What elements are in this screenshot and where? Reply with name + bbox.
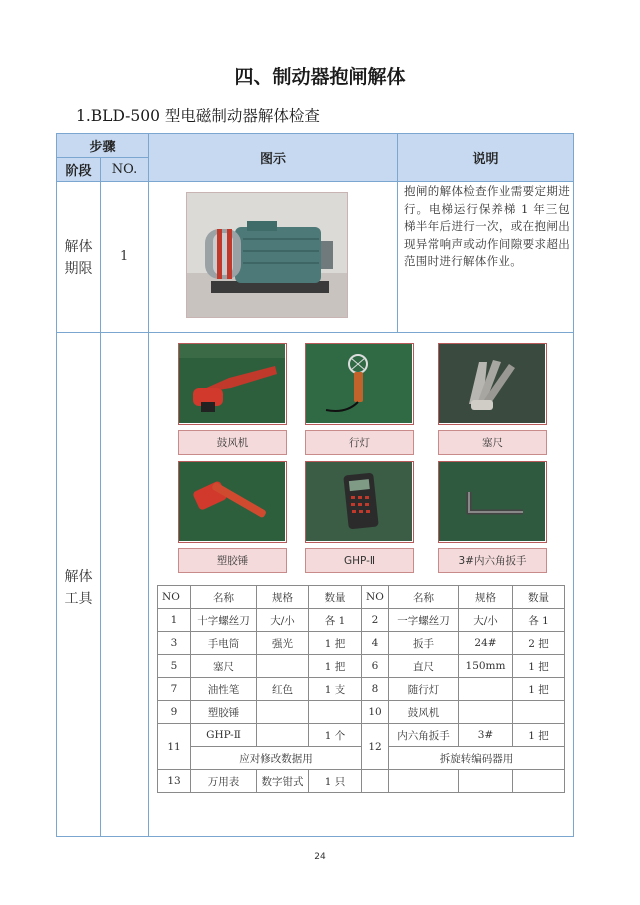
table-row xyxy=(158,655,565,678)
table-cell-note: 拆旋转编码器用 xyxy=(389,747,565,770)
table-cell: 11 xyxy=(158,724,191,770)
table-cell: 数字钳式 xyxy=(257,770,309,793)
table-header-cell: NO xyxy=(158,586,191,609)
table-cell: 油性笔 xyxy=(191,678,257,701)
row1-no: 1 xyxy=(120,249,129,264)
page-number: 24 xyxy=(314,852,326,862)
row1-stage-line2: 期限 xyxy=(64,261,93,277)
table-row xyxy=(158,701,565,724)
table-cell: 24# xyxy=(459,632,513,655)
tool-caption-blower: 鼓风机 xyxy=(178,430,287,455)
row1-stage xyxy=(57,236,100,280)
tool-caption-lamp: 行灯 xyxy=(305,430,414,455)
table-cell: 1 把 xyxy=(513,678,565,701)
section-subtitle: 1.BLD-500 型电磁制动器解体检查 xyxy=(76,107,320,125)
tool-caption-hammer: 塑胶锤 xyxy=(178,548,287,573)
row2-stage-line1: 解体 xyxy=(64,569,93,585)
table-cell xyxy=(257,701,309,724)
row2-stage-line2: 工具 xyxy=(64,591,93,607)
table-cell: 12 xyxy=(362,724,389,770)
table-row xyxy=(158,632,565,655)
table-row xyxy=(158,678,565,701)
header-explanation: 说明 xyxy=(398,134,573,181)
table-cell-note: 应对修改数据用 xyxy=(191,747,362,770)
tool-caption-hex-key: 3#内六角扳手 xyxy=(438,548,547,573)
table-cell: 2 xyxy=(362,609,389,632)
table-cell xyxy=(389,770,459,793)
table-cell: 内六角扳手 xyxy=(389,724,459,747)
table-row xyxy=(158,770,565,793)
table-cell: 大/小 xyxy=(257,609,309,632)
table-cell xyxy=(362,770,389,793)
table-cell: 7 xyxy=(158,678,191,701)
table-header-cell: 规格 xyxy=(257,586,309,609)
table-header-row xyxy=(158,586,565,609)
table-row xyxy=(158,609,565,632)
table-cell: 1 支 xyxy=(309,678,362,701)
blower-photo xyxy=(178,343,287,425)
ghp-device-icon xyxy=(306,462,412,541)
hex-key-photo xyxy=(438,461,547,543)
table-cell: 1 只 xyxy=(309,770,362,793)
table-cell: 十字螺丝刀 xyxy=(191,609,257,632)
table-cell: 2 把 xyxy=(513,632,565,655)
table-cell: 1 把 xyxy=(513,724,565,747)
table-row xyxy=(158,747,565,770)
header-divider xyxy=(57,157,148,158)
table-cell: 13 xyxy=(158,770,191,793)
table-header-cell: 名称 xyxy=(191,586,257,609)
brake-motor-image xyxy=(187,193,348,318)
table-cell: 各 1 xyxy=(513,609,565,632)
table-cell: 8 xyxy=(362,678,389,701)
tool-caption-ghp: GHP-Ⅱ xyxy=(305,548,414,573)
brake-motor-photo xyxy=(186,192,348,318)
table-cell: 9 xyxy=(158,701,191,724)
table-header-cell: 规格 xyxy=(459,586,513,609)
header-step: 步骤 xyxy=(57,134,148,157)
table-cell xyxy=(309,701,362,724)
header-stage: 阶段 xyxy=(57,158,100,181)
table-cell: 直尺 xyxy=(389,655,459,678)
row-divider xyxy=(57,332,573,333)
table-cell: 随行灯 xyxy=(389,678,459,701)
ghp-device-photo xyxy=(305,461,414,543)
table-cell xyxy=(459,678,513,701)
table-cell: 万用表 xyxy=(191,770,257,793)
table-header-cell: 名称 xyxy=(389,586,459,609)
table-cell xyxy=(459,770,513,793)
table-cell: 手电筒 xyxy=(191,632,257,655)
table-cell: 1 个 xyxy=(309,724,362,747)
table-cell: 1 把 xyxy=(513,655,565,678)
header-no: NO. xyxy=(101,158,148,181)
table-cell: 10 xyxy=(362,701,389,724)
table-cell: 各 1 xyxy=(309,609,362,632)
header-illustration: 图示 xyxy=(149,134,397,181)
table-header-cell: NO xyxy=(362,586,389,609)
table-cell: 6 xyxy=(362,655,389,678)
row1-description: 抱闸的解体检查作业需要定期进行。电梯运行保养梯 1 年三包梯半年后进行一次，或在抱闸出现异常响声或动作间隙要求超出范围时进行解体作业。 xyxy=(404,184,570,268)
plastic-hammer-photo xyxy=(178,461,287,543)
table-header-cell: 数量 xyxy=(513,586,565,609)
table-cell: 扳手 xyxy=(389,632,459,655)
table-cell: 塑胶锤 xyxy=(191,701,257,724)
table-cell: 5 xyxy=(158,655,191,678)
table-row xyxy=(158,724,565,747)
row2-stage xyxy=(57,566,100,610)
table-cell: 大/小 xyxy=(459,609,513,632)
blower-icon xyxy=(179,344,285,423)
feeler-gauge-photo xyxy=(438,343,547,425)
table-cell xyxy=(513,701,565,724)
table-header-cell: 数量 xyxy=(309,586,362,609)
tool-caption-feeler-gauge: 塞尺 xyxy=(438,430,547,455)
table-cell: 红色 xyxy=(257,678,309,701)
table-cell: 1 把 xyxy=(309,655,362,678)
table-cell: 1 把 xyxy=(309,632,362,655)
table-cell xyxy=(257,655,309,678)
col-line-1 xyxy=(100,157,101,836)
feeler-gauge-icon xyxy=(439,344,545,423)
work-lamp-icon xyxy=(306,344,412,423)
table-cell: 强光 xyxy=(257,632,309,655)
table-cell: GHP-Ⅱ xyxy=(191,724,257,747)
table-cell: 一字螺丝刀 xyxy=(389,609,459,632)
table-cell xyxy=(257,724,309,747)
table-cell: 3# xyxy=(459,724,513,747)
table-cell xyxy=(459,701,513,724)
row1-stage-line1: 解体 xyxy=(64,239,93,255)
col-line-2 xyxy=(148,134,149,836)
page-title: 四、制动器抱闸解体 xyxy=(234,66,406,88)
table-cell xyxy=(513,770,565,793)
table-cell: 3 xyxy=(158,632,191,655)
plastic-hammer-icon xyxy=(179,462,285,541)
tool-list-table xyxy=(157,585,565,793)
table-cell: 塞尺 xyxy=(191,655,257,678)
work-lamp-photo xyxy=(305,343,414,425)
table-cell: 4 xyxy=(362,632,389,655)
table-cell: 1 xyxy=(158,609,191,632)
table-cell: 150mm xyxy=(459,655,513,678)
col-line-3 xyxy=(397,134,398,332)
hex-key-icon xyxy=(439,462,545,541)
header-bottom-line xyxy=(57,181,573,182)
table-cell: 鼓风机 xyxy=(389,701,459,724)
